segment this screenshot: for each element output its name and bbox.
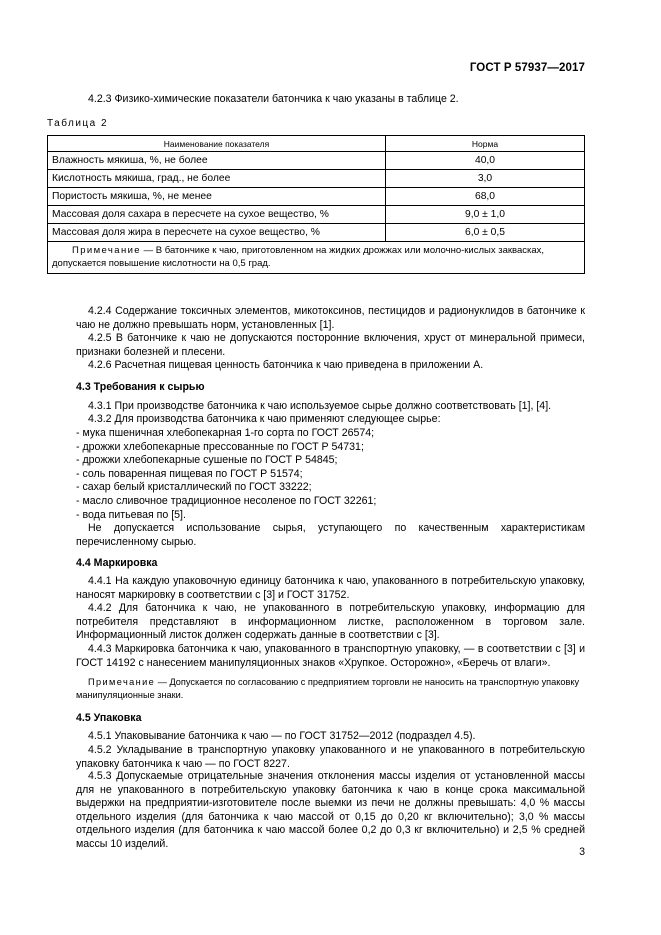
table-note-row <box>48 242 585 274</box>
table-row <box>48 206 585 224</box>
row-value: 68,0 <box>386 188 585 206</box>
list-item: - дрожжи хлебопекарные прессованные по ГОСТ Р 54731; <box>76 440 364 453</box>
table-row <box>48 152 585 170</box>
row-name: Массовая доля сахара в пересчете на сухое вещество, % <box>48 206 386 224</box>
paragraph-4-3-2: 4.3.2 Для производства батончика к чаю применяют следующее сырье: <box>88 413 441 425</box>
paragraph-raw-restriction: Не допускается использование сырья, уступающего по качественным характеристикам перечисленному сырью. <box>76 522 585 548</box>
note-4-4-label: Примечание <box>88 677 156 687</box>
list-item: - вода питьевая по [5]. <box>76 508 186 521</box>
paragraph-4-4-1: 4.4.1 На каждую упаковочную единицу батончика к чаю, упакованного в потребительскую упаковку, наносят маркировку в соответствии с [3] и ГОСТ 31752. <box>76 575 585 601</box>
section-heading-4-3: 4.3 Требования к сырью <box>76 381 205 393</box>
list-item: - масло сливочное традиционное несоленое по ГОСТ 32261; <box>76 494 377 507</box>
paragraph-4-3-1: 4.3.1 При производстве батончика к чаю используемое сырье должно соответствовать [1], [4]. <box>88 400 552 412</box>
paragraph-4-2-3: 4.2.3 Физико-химические показатели батончика к чаю указаны в таблице 2. <box>88 93 459 105</box>
column-header-name: Наименование показателя <box>48 136 386 152</box>
table-note-text: — В батончике к чаю, приготовленном на жидких дрожжах или молочно-кислых заквасках, допускается повышение кислотности на 0,5 град. <box>52 245 545 269</box>
table-note-label: Примечание <box>72 245 141 256</box>
row-value: 9,0 ± 1,0 <box>386 206 585 224</box>
paragraph-4-5-3: 4.5.3 Допускаемые отрицательные значения отклонения массы изделия от установленной массы для не упакованного в потребительскую упаковку батончика к чаю в конце срока максимальной выдержки на предприятии-изготовителе после выемки из печи не должны превышать: 4,0 % массы отдельного изделия (для батончика к чаю массой от 0,15 до 0,20 кг включительно); 3,0 % массы отдельного изделия (для батончика к чаю массой более 0,2 до 0,3 кг включительно) и 2,5 % средней массы 10 изделий. <box>76 770 585 850</box>
paragraph-4-4-2: 4.4.2 Для батончика к чаю, не упакованного в потребительскую упаковку, информацию для потребителя представляют в информационном листке, расположенном в торговом зале. Информационный листок должен содержать данные в соответствии с [3]. <box>76 602 585 642</box>
paragraph-4-5-1: 4.5.1 Упаковывание батончика к чаю — по ГОСТ 31752—2012 (подраздел 4.5). <box>88 730 476 742</box>
table-row <box>48 188 585 206</box>
table-header-row <box>48 136 585 152</box>
note-4-4 <box>76 676 585 702</box>
list-item: - мука пшеничная хлебопекарная 1-го сорта по ГОСТ 26574; <box>76 427 375 439</box>
row-value: 40,0 <box>386 152 585 170</box>
list-item: - сахар белый кристаллический по ГОСТ 33222; <box>76 481 312 494</box>
list-item: - дрожжи хлебопекарные сушеные по ГОСТ Р 54845; <box>76 454 338 467</box>
table-note <box>48 242 585 274</box>
list-item: - соль поваренная пищевая по ГОСТ Р 51574; <box>76 467 303 480</box>
row-name: Кислотность мякиша, град., не более <box>48 170 386 188</box>
page-number: 3 <box>579 846 585 858</box>
row-value: 3,0 <box>386 170 585 188</box>
paragraph-4-2-4: 4.2.4 Содержание токсичных элементов, микотоксинов, пестицидов и радионуклидов в батончике к чаю не должно превышать норм, установленных [1]. <box>76 305 585 331</box>
row-name: Массовая доля жира в пересчете на сухое вещество, % <box>48 224 386 242</box>
table-2 <box>47 135 585 274</box>
table-row <box>48 170 585 188</box>
column-header-norm: Норма <box>386 136 585 152</box>
paragraph-4-4-3: 4.4.3 Маркировка батончика к чаю, упакованного в транспортную упаковку, — в соответствии с [3] и ГОСТ 14192 с нанесением манипуляционных знаков «Хрупкое. Осторожно», «Беречь от влаги». <box>76 643 585 669</box>
paragraph-4-2-6: 4.2.6 Расчетная пищевая ценность батончика к чаю приведена в приложении А. <box>88 359 484 371</box>
note-4-4-text: — Допускается по согласованию с предприятием торговли не наносить на транспортную упаковку манипуляционные знаки. <box>76 677 580 700</box>
row-name: Пористость мякиша, %, не менее <box>48 188 386 206</box>
paragraph-4-2-5: 4.2.5 В батончике к чаю не допускаются посторонние включения, хруст от минеральной примеси, признаки болезней и плесени. <box>76 332 585 358</box>
table-row <box>48 224 585 242</box>
table-caption: Таблица 2 <box>47 118 109 129</box>
paragraph-4-5-2: 4.5.2 Укладывание в транспортную упаковку упакованного и не упакованного в потребительскую упаковку батончика к чаю — по ГОСТ 8227. <box>76 744 585 770</box>
row-name: Влажность мякиша, %, не более <box>48 152 386 170</box>
raw-materials-list <box>76 427 376 522</box>
section-heading-4-4: 4.4 Маркировка <box>76 557 158 569</box>
section-heading-4-5: 4.5 Упаковка <box>76 712 142 724</box>
document-id: ГОСТ Р 57937—2017 <box>469 62 585 74</box>
row-value: 6,0 ± 0,5 <box>386 224 585 242</box>
